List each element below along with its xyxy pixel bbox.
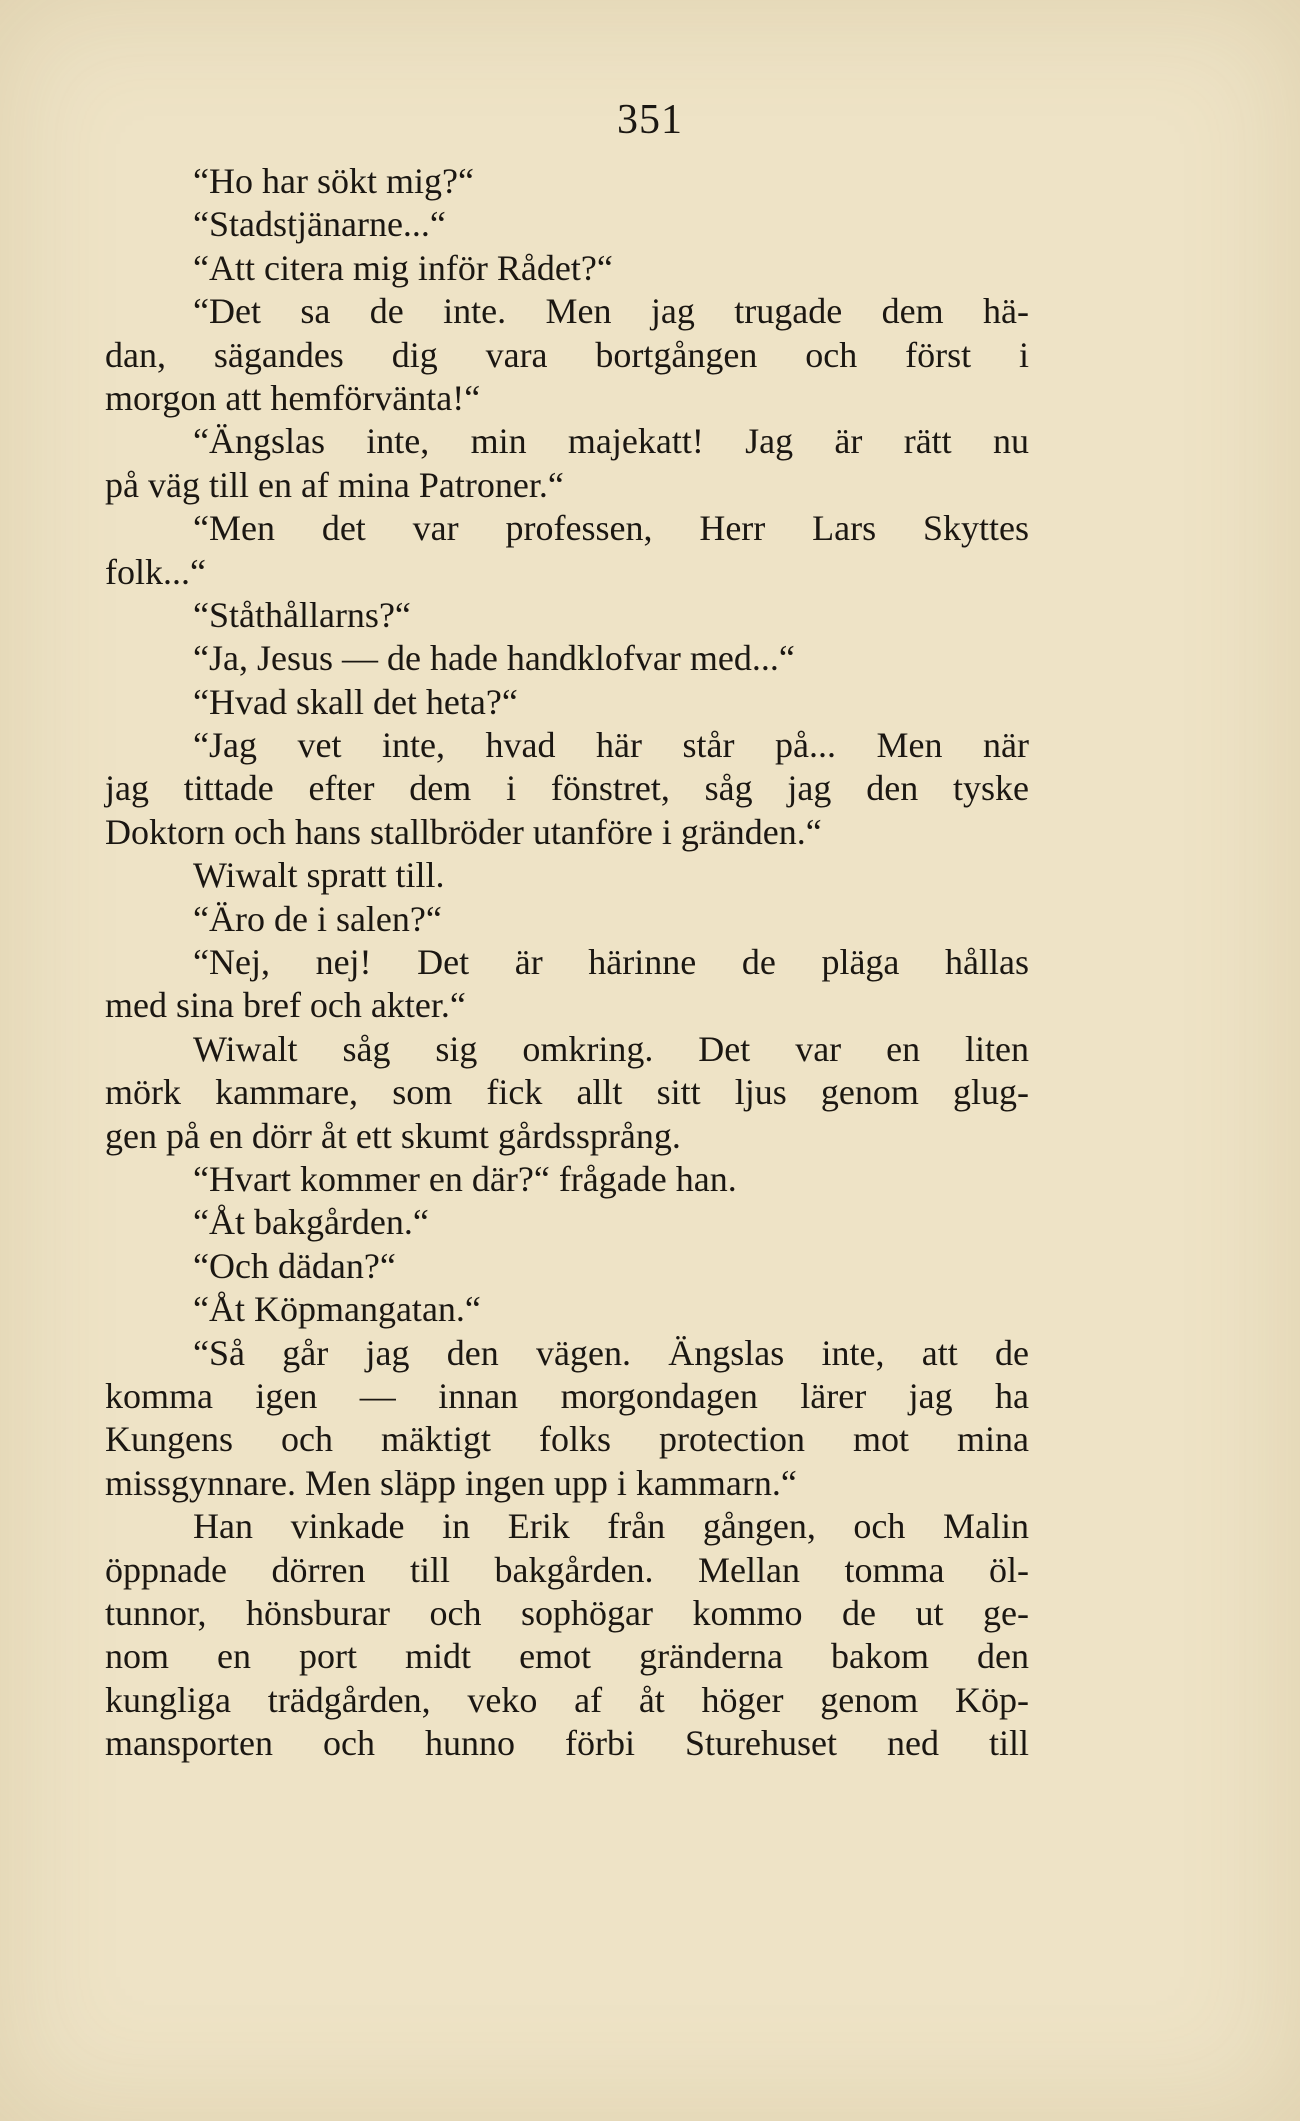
text-line: “Så går jag den vägen. Ängslas inte, att de: [193, 1332, 1029, 1373]
text-line: “Nej, nej! Det är härinne de pläga hållas: [193, 942, 1029, 983]
text-line: “Åt bakgården.“: [193, 1202, 429, 1243]
text-line: “Jag vet inte, hvad här står på... Men när: [193, 725, 1029, 766]
text-line: “Äro de i salen?“: [193, 898, 442, 939]
text-line: Doktorn och hans stallbröder utanföre i gränden.“: [105, 811, 822, 852]
text-line: “Men det var professen, Herr Lars Skyttes: [193, 508, 1029, 549]
text-line: mörk kammare, som fick allt sitt ljus genom glug-: [105, 1072, 1029, 1113]
text-line: Kungens och mäktigt folks protection mot mina: [105, 1419, 1029, 1460]
text-line: på väg till en af mina Patroner.“: [105, 464, 564, 505]
text-line: jag tittade efter dem i fönstret, såg jag den tyske: [105, 768, 1029, 809]
text-line: “Att citera mig inför Rådet?“: [193, 247, 613, 288]
text-line: dan, sägandes dig vara bortgången och först i: [105, 334, 1029, 375]
text-line: gen på en dörr åt ett skumt gårdssprång.: [105, 1115, 681, 1156]
text-line: kungliga trädgården, veko af åt höger genom Köp-: [105, 1679, 1029, 1720]
text-line: Han vinkade in Erik från gången, och Malin: [193, 1506, 1029, 1547]
text-line: “Ängslas inte, min majekatt! Jag är rätt nu: [193, 421, 1029, 462]
text-line: med sina bref och akter.“: [105, 985, 466, 1026]
text-line: tunnor, hönsburar och sophögar kommo de ut ge-: [105, 1592, 1029, 1633]
text-line: “Ho har sökt mig?“: [193, 161, 474, 201]
text-line: “Hvart kommer en där?“ frågade han.: [193, 1158, 737, 1199]
page-number: 351: [617, 97, 683, 143]
text-line: morgon att hemförvänta!“: [105, 377, 481, 418]
text-line: Wiwalt såg sig omkring. Det var en liten: [193, 1028, 1029, 1069]
text-line: “Och dädan?“: [193, 1245, 396, 1286]
body-text: [105, 160, 1029, 1765]
text-line: “Stadstjänarne...“: [193, 204, 446, 245]
text-line: “Hvad skall det heta?“: [193, 681, 518, 722]
text-line: nom en port midt emot gränderna bakom den: [105, 1636, 1029, 1677]
text-line: Wiwalt spratt till.: [193, 855, 445, 896]
text-line: mansporten och hunno förbi Sturehuset ned till: [105, 1723, 1029, 1764]
text-line: “Åt Köpmangatan.“: [193, 1289, 481, 1330]
text-line: missgynnare. Men släpp ingen upp i kammarn.“: [105, 1462, 797, 1503]
text-line: komma igen — innan morgondagen lärer jag ha: [105, 1375, 1029, 1416]
text-line: öppnade dörren till bakgården. Mellan tomma öl-: [105, 1549, 1029, 1590]
text-line: “Det sa de inte. Men jag trugade dem hä-: [193, 291, 1029, 332]
text-line: folk...“: [105, 551, 206, 592]
text-line: “Ståthållarns?“: [193, 594, 411, 635]
text-line: “Ja, Jesus — de hade handklofvar med...“: [193, 638, 795, 679]
